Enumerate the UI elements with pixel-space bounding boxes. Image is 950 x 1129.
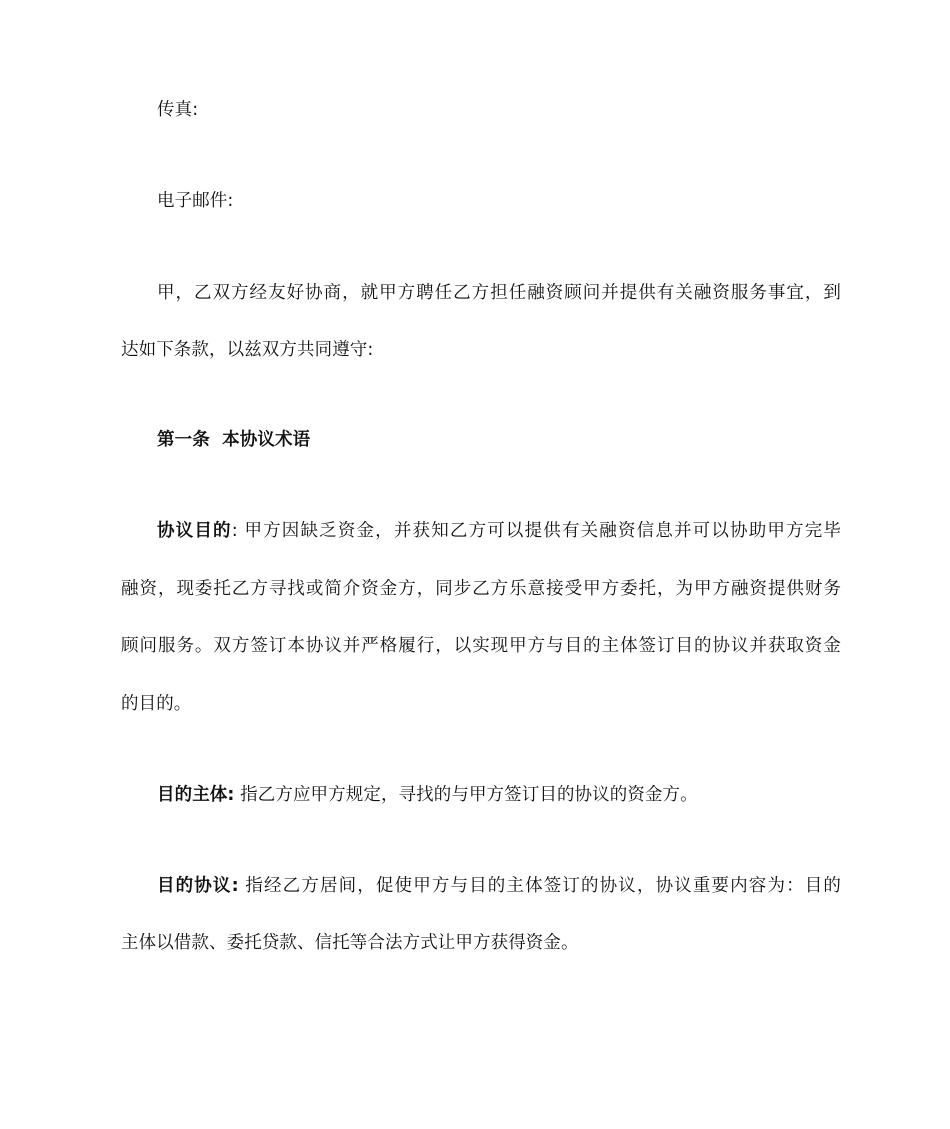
definition-subject-line-1 bbox=[157, 783, 841, 807]
definition-subject-text: 指乙方应甲方规定，寻找的与甲方签订目的协议的资金方。 bbox=[234, 785, 698, 805]
definition-agreement-line-1 bbox=[157, 874, 841, 898]
definition-agreement-term: 目的协议: bbox=[157, 876, 239, 896]
article-1-heading: 第一条 本协议术语 bbox=[157, 430, 311, 450]
intro-paragraph-line-2: 达如下条款，以兹双方共同遵守: bbox=[121, 340, 374, 360]
definition-agreement-line-2: 主体以借款、委托贷款、信托等合法方式让甲方获得资金。 bbox=[121, 933, 579, 953]
definition-purpose-line-4: 的目的。 bbox=[121, 694, 192, 714]
definition-purpose-line-3: 顾问服务。双方签订本协议并严格履行，以实现甲方与目的主体签订目的协议并获取资金 bbox=[121, 636, 841, 656]
definition-purpose-text: : 甲方因缺乏资金，并获知乙方可以提供有关融资信息并可以协助甲方完毕 bbox=[231, 521, 842, 541]
definition-agreement-text: 指经乙方居间，促使甲方与目的主体签订的协议，协议重要内容为：目的 bbox=[238, 876, 841, 896]
fax-label: 传真: bbox=[157, 100, 199, 120]
definition-purpose-term: 协议目的 bbox=[157, 521, 232, 541]
email-label: 电子邮件: bbox=[157, 191, 234, 211]
definition-purpose-line-2: 融资，现委托乙方寻找或简介资金方，同步乙方乐意接受甲方委托，为甲方融资提供财务 bbox=[121, 579, 841, 599]
intro-paragraph-line-1: 甲，乙双方经友好协商，就甲方聘任乙方担任融资顾问并提供有关融资服务事宜，到 bbox=[157, 283, 841, 303]
definition-subject-term: 目的主体: bbox=[157, 785, 235, 805]
definition-purpose-line-1 bbox=[157, 519, 841, 543]
